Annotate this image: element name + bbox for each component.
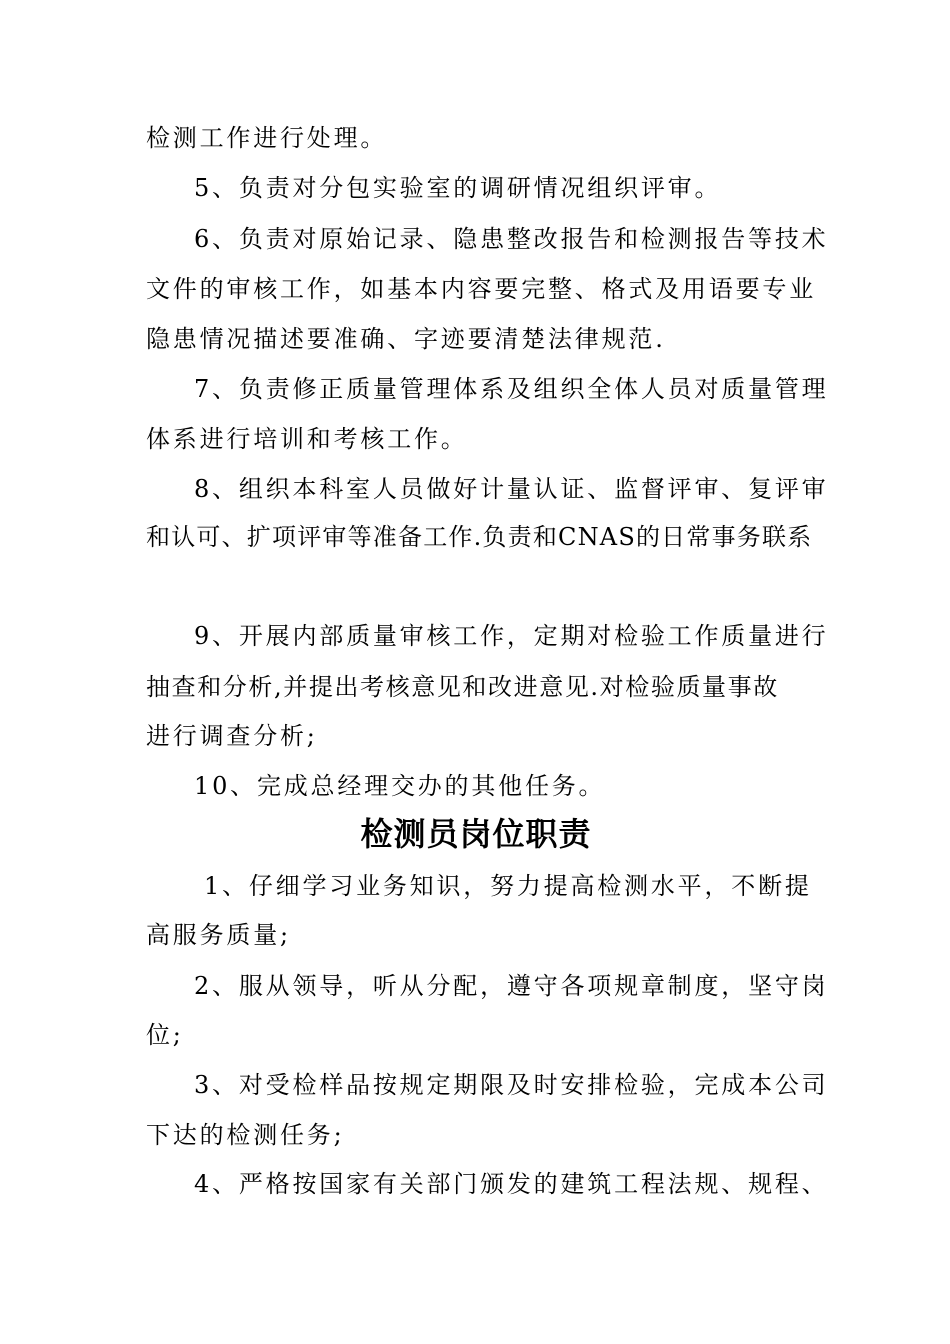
paragraph-line: 3、对受检样品按规定期限及时安排检验，完成本公司 [194,1071,829,1099]
paragraph-line: 隐患情况描述要准确、字迹要清楚法律规范. [146,325,666,353]
paragraph-line: 1、仔细学习业务知识，努力提高检测水平，不断提 [204,872,812,900]
paragraph-line: 体系进行培训和考核工作。 [146,425,468,453]
paragraph-line: 9、开展内部质量审核工作，定期对检验工作质量进行 [194,622,829,650]
paragraph-line: 4、严格按国家有关部门颁发的建筑工程法规、规程、 [194,1170,829,1198]
paragraph-line: 7、负责修正质量管理体系及组织全体人员对质量管理 [194,375,829,403]
paragraph-line: 6、负责对原始记录、隐患整改报告和检测报告等技术 [194,225,829,253]
paragraph-line: 2、服从领导，听从分配，遵守各项规章制度，坚守岗 [194,972,829,1000]
paragraph-line: 检测工作进行处理。 [146,124,388,152]
paragraph-line: 5、负责对分包实验室的调研情况组织评审。 [194,174,722,202]
paragraph-line: 8、组织本科室人员做好计量认证、监督评审、复评审 [194,475,829,503]
paragraph-line: 10、完成总经理交办的其他任务。 [194,772,606,800]
section-heading: 检测员岗位职责 [360,815,592,853]
paragraph-line: 抽查和分析,并提出考核意见和改进意见.对检验质量事故 [146,673,779,701]
paragraph-line: 下达的检测任务; [146,1121,345,1149]
paragraph-line: 文件的审核工作，如基本内容要完整、格式及用语要专业 [146,275,816,303]
paragraph-line: 和认可、扩项评审等准备工作.负责和CNAS的日常事务联系 [146,523,813,551]
paragraph-line: 进行调查分析; [146,722,318,750]
paragraph-line: 位; [146,1021,184,1049]
paragraph-line: 高服务质量; [146,921,291,949]
